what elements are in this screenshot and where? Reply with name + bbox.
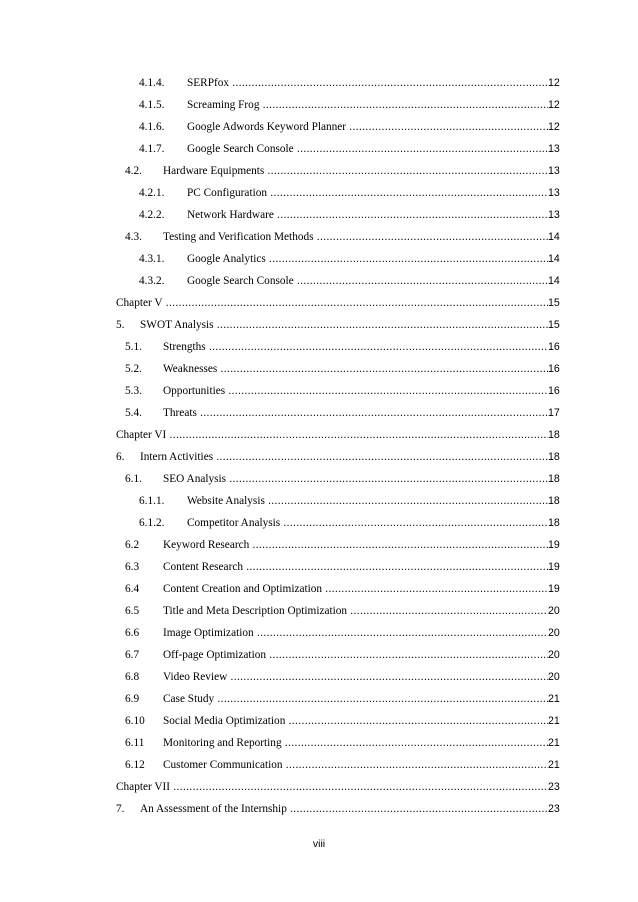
toc-title: Website Analysis ..... [187,492,548,510]
toc-number: 4.1.6. [139,121,165,133]
toc-number: 6.5 [125,605,140,617]
toc-number: 6.1. [125,473,142,485]
toc-title: An Assessment of the Internship ..... [140,800,548,818]
toc-page: 20 [548,649,560,661]
toc-title: Case Study ..... [163,690,548,708]
toc-entry[interactable] [0,580,638,598]
toc-title: PC Configuration ..... [187,184,548,202]
toc-page: 14 [548,253,560,265]
toc-page: 19 [548,583,560,595]
toc-number: 6.2 [125,539,140,551]
toc-page: 20 [548,671,560,683]
toc-entry[interactable] [0,536,638,554]
toc-number: 6.4 [125,583,140,595]
toc-title: Intern Activities ..... [140,448,548,466]
toc-number: 6.12 [125,759,145,771]
toc-title: Google Adwords Keyword Planner ..... [187,118,548,136]
toc-entry[interactable] [0,712,638,730]
toc-page: 12 [548,77,560,89]
toc-title: Hardware Equipments ..... [163,162,548,180]
toc-entry[interactable] [0,118,638,136]
toc-number: 4.2. [125,165,142,177]
toc-title: SERPfox ..... [187,74,548,92]
toc-title: Customer Communication ..... [163,756,548,774]
toc-page: 18 [548,429,560,441]
toc-number: 5.2. [125,363,142,375]
toc-page: 18 [548,517,560,529]
toc-title: Monitoring and Reporting ..... [163,734,548,752]
toc-entry[interactable] [0,404,638,422]
toc-entry[interactable] [0,756,638,774]
toc-page: 16 [548,341,560,353]
toc-page: 21 [548,759,560,771]
toc-entry[interactable] [0,338,638,356]
toc-title: Strengths ..... [163,338,548,356]
toc-title: Social Media Optimization ..... [163,712,548,730]
toc-page: 19 [548,561,560,573]
toc-entry[interactable] [0,492,638,510]
toc-title: Opportunities ..... [163,382,548,400]
toc-title: Chapter VII ..... [116,778,548,796]
toc-number: 4.3. [125,231,142,243]
toc-number: 6.1.2. [139,517,165,529]
toc-title: Competitor Analysis ..... [187,514,548,532]
toc-entry[interactable] [0,228,638,246]
toc-number: 4.2.2. [139,209,165,221]
toc-title: Image Optimization ..... [163,624,548,642]
toc-entry[interactable] [0,602,638,620]
toc-page: 15 [548,297,560,309]
toc-title: Weaknesses ..... [163,360,548,378]
toc-page: 19 [548,539,560,551]
toc-page: 17 [548,407,560,419]
toc-entry-chapter[interactable] [0,778,638,796]
toc-number: 6.1.1. [139,495,165,507]
toc-title: Testing and Verification Methods ..... [163,228,548,246]
toc-page: 13 [548,187,560,199]
toc-page: 16 [548,385,560,397]
toc-title: Google Search Console ..... [187,272,548,290]
toc-title: Google Analytics ..... [187,250,548,268]
toc-page: 14 [548,231,560,243]
toc-entry[interactable] [0,360,638,378]
toc-page: 12 [548,121,560,133]
toc-number: 6.11 [125,737,145,749]
toc-entry-chapter[interactable] [0,426,638,444]
toc-entry[interactable] [0,668,638,686]
toc-number: 6.10 [125,715,145,727]
toc-title: Chapter V ..... [116,294,548,312]
toc-number: 4.1.5. [139,99,165,111]
toc-entry[interactable] [0,206,638,224]
toc-entry[interactable] [0,140,638,158]
toc-number: 6.3 [125,561,140,573]
page-number: viii [312,838,326,850]
toc-number: 4.3.2. [139,275,165,287]
toc-page: 21 [548,693,560,705]
toc-page: 21 [548,715,560,727]
toc-page: 18 [548,495,560,507]
toc-page: 15 [548,319,560,331]
toc-entry[interactable] [0,316,638,334]
toc-page: 23 [548,781,560,793]
toc-number: 5.3. [125,385,142,397]
toc-page: 21 [548,737,560,749]
toc-number: 6.9 [125,693,140,705]
toc-title: Off-page Optimization ..... [163,646,548,664]
toc-number: 5. [116,319,125,331]
toc-number: 7. [116,803,125,815]
toc-entry[interactable] [0,690,638,708]
toc-entry[interactable] [0,74,638,92]
toc-page: 13 [548,209,560,221]
toc-number: 6.6 [125,627,140,639]
toc-title: Threats ..... [163,404,548,422]
toc-entry[interactable] [0,514,638,532]
toc-number: 4.1.7. [139,143,165,155]
toc-page: 12 [548,99,560,111]
toc-entry[interactable] [0,96,638,114]
toc-title: Video Review ..... [163,668,548,686]
toc-title: Network Hardware ..... [187,206,548,224]
toc-number: 4.2.1. [139,187,165,199]
toc-entry[interactable] [0,272,638,290]
toc-entry[interactable] [0,624,638,642]
toc-number: 6. [116,451,125,463]
toc-page: 18 [548,473,560,485]
toc-title: Google Search Console ..... [187,140,548,158]
toc-page: 20 [548,605,560,617]
toc-number: 4.1.4. [139,77,165,89]
toc-number: 6.8 [125,671,140,683]
toc-title: Chapter VI ..... [116,426,548,444]
toc-number: 5.4. [125,407,142,419]
toc-page: 23 [548,803,560,815]
toc-entry[interactable] [0,646,638,664]
toc-entry[interactable] [0,800,638,818]
toc-number: 6.7 [125,649,140,661]
toc-page: 14 [548,275,560,287]
toc-entry[interactable] [0,734,638,752]
toc-entry[interactable] [0,250,638,268]
toc-page: 13 [548,165,560,177]
toc-number: 4.3.1. [139,253,165,265]
toc-entry[interactable] [0,448,638,466]
toc-page: 20 [548,627,560,639]
toc-page: 16 [548,363,560,375]
toc-title: Keyword Research ..... [163,536,548,554]
toc-number: 5.1. [125,341,142,353]
toc-entry[interactable] [0,382,638,400]
toc-page: 18 [548,451,560,463]
toc-title: Content Creation and Optimization ..... [163,580,548,598]
toc-title: SEO Analysis ..... [163,470,548,488]
toc-entry-chapter[interactable] [0,294,638,312]
toc-entry[interactable] [0,162,638,180]
toc-entry[interactable] [0,558,638,576]
toc-title: Title and Meta Description Optimization ..... [163,602,548,620]
toc-page: 13 [548,143,560,155]
toc-entry[interactable] [0,470,638,488]
toc-title: Content Research ..... [163,558,548,576]
toc-title: SWOT Analysis ..... [140,316,548,334]
toc-entry[interactable] [0,184,638,202]
toc-title: Screaming Frog ..... [187,96,548,114]
